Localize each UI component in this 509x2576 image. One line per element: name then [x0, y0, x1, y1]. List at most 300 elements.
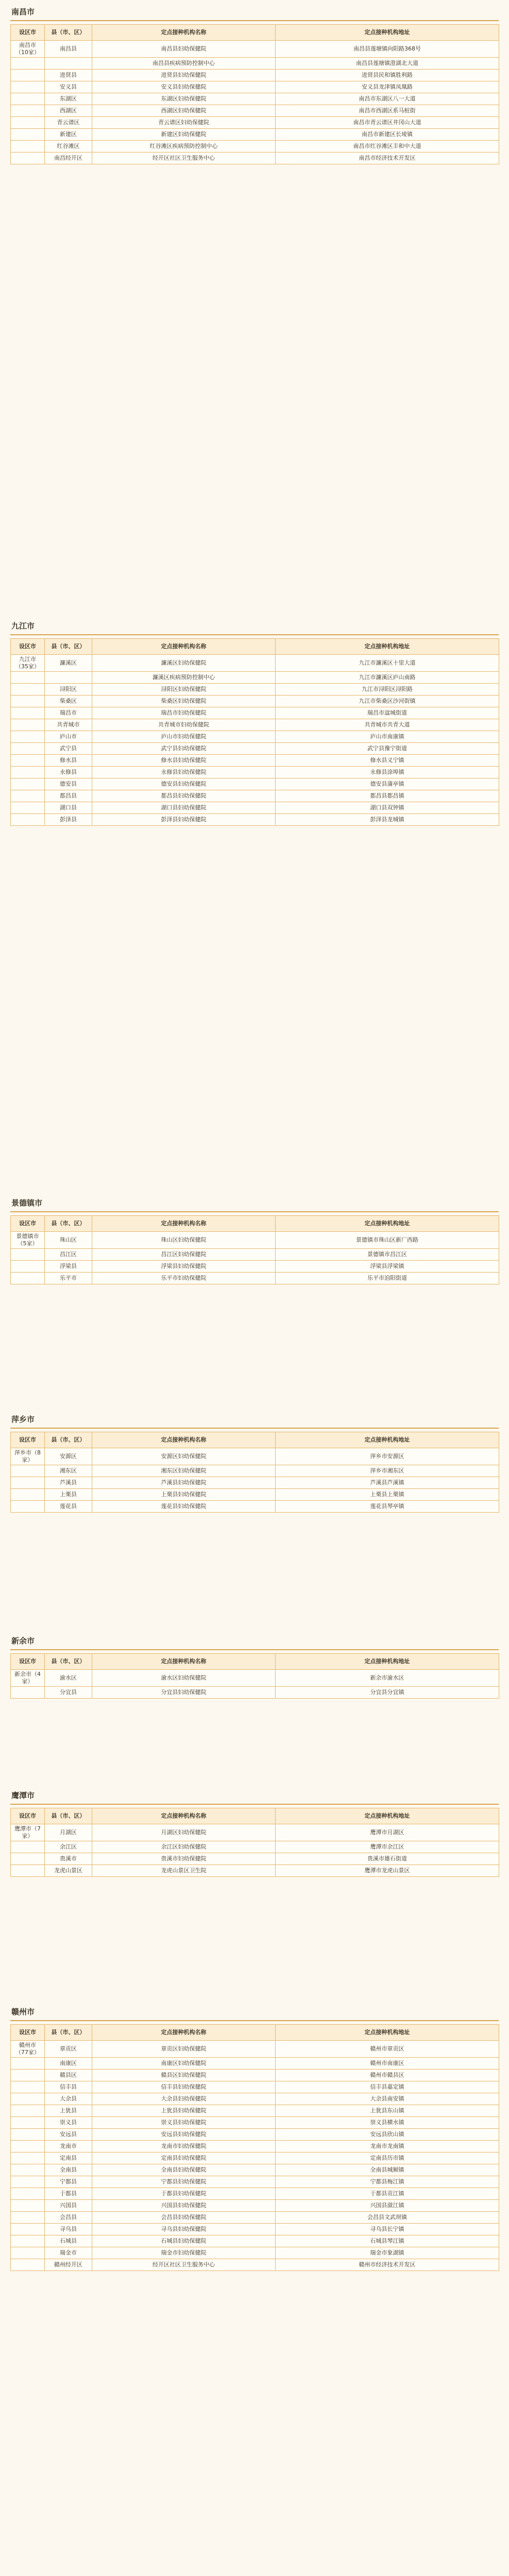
site-address-cell: 南昌县莲塘镇澄湖北大道: [276, 58, 499, 70]
city-cell: [11, 2224, 45, 2235]
site-address-cell: 赣州市赣县区: [276, 2070, 499, 2081]
site-name-cell: 章贡区妇幼保健院: [92, 2041, 276, 2058]
city-cell: [11, 2247, 45, 2259]
county-cell: 赣县区: [45, 2070, 92, 2081]
city-cell: [11, 2117, 45, 2129]
table-row: [11, 2247, 499, 2259]
site-name-cell: 芦溪县妇幼保健院: [92, 1477, 276, 1489]
county-cell: 永修县: [45, 767, 92, 778]
sites-table: [10, 638, 499, 826]
city-cell: [11, 129, 45, 141]
county-cell: 大余县: [45, 2093, 92, 2105]
county-cell: 渝水区: [45, 1670, 92, 1687]
site-name-cell: 乐平市妇幼保健院: [92, 1273, 276, 1284]
site-address-cell: 南昌县莲塘镇向阳路368号: [276, 41, 499, 58]
table-row: [11, 2235, 499, 2247]
site-name-cell: 进贤县妇幼保健院: [92, 70, 276, 81]
table-row: [11, 719, 499, 731]
table-row: [11, 743, 499, 755]
table-row: [11, 1853, 499, 1865]
city-cell: [11, 696, 45, 707]
site-address-cell: 上犹县东山镇: [276, 2105, 499, 2117]
county-cell: 会昌县: [45, 2212, 92, 2224]
city-cell: [11, 1489, 45, 1501]
table-row: [11, 129, 499, 141]
column-header: 设区市: [11, 1216, 45, 1232]
site-name-cell: 贵溪市妇幼保健院: [92, 1853, 276, 1865]
site-name-cell: 瑞金市妇幼保健院: [92, 2247, 276, 2259]
table-row: [11, 1249, 499, 1261]
site-name-cell: 于都县妇幼保健院: [92, 2188, 276, 2200]
site-address-cell: 德安县蒲亭镇: [276, 778, 499, 790]
site-name-cell: 东湖区妇幼保健院: [92, 93, 276, 105]
table-row: [11, 802, 499, 814]
city-section: [10, 2004, 499, 2271]
site-address-cell: 鹰潭市月湖区: [276, 1824, 499, 1841]
county-cell: 石城县: [45, 2235, 92, 2247]
site-address-cell: 庐山市南康镇: [276, 731, 499, 743]
column-header: 设区市: [11, 25, 45, 41]
city-section: [10, 1788, 499, 1877]
site-address-cell: 南昌市东湖区八一大道: [276, 93, 499, 105]
county-cell: 瑞金市: [45, 2247, 92, 2259]
site-address-cell: 全南县城厢镇: [276, 2164, 499, 2176]
city-cell: [11, 1465, 45, 1477]
table-row: [11, 684, 499, 696]
city-cell: [11, 767, 45, 778]
city-cell: [11, 1865, 45, 1877]
county-cell: 湖口县: [45, 802, 92, 814]
site-name-cell: 大余县妇幼保健院: [92, 2093, 276, 2105]
site-address-cell: 于都县贡江镇: [276, 2188, 499, 2200]
column-header: 县（市、区）: [45, 25, 92, 41]
site-name-cell: 分宜县妇幼保健院: [92, 1687, 276, 1699]
county-cell: 兴国县: [45, 2200, 92, 2212]
city-cell: 景德镇市（5家）: [11, 1232, 45, 1249]
site-name-cell: 瑞昌市妇幼保健院: [92, 707, 276, 719]
table-row: [11, 2153, 499, 2164]
county-cell: 南昌经开区: [45, 152, 92, 164]
city-cell: 九江市（35家）: [11, 655, 45, 672]
site-name-cell: 经开区社区卫生服务中心: [92, 152, 276, 164]
site-address-cell: 鹰潭市龙虎山景区: [276, 1865, 499, 1877]
table-row: [11, 2176, 499, 2188]
table-row: [11, 2212, 499, 2224]
table-row: [11, 58, 499, 70]
site-name-cell: 湖口县妇幼保健院: [92, 802, 276, 814]
county-cell: 宁都县: [45, 2176, 92, 2188]
county-cell: 武宁县: [45, 743, 92, 755]
table-row: [11, 707, 499, 719]
table-row: [11, 2093, 499, 2105]
city-cell: [11, 1249, 45, 1261]
city-cell: [11, 1501, 45, 1513]
table-row: [11, 141, 499, 152]
city-cell: [11, 2058, 45, 2070]
table-row: [11, 2224, 499, 2235]
site-address-cell: 信丰县嘉定镇: [276, 2081, 499, 2093]
site-name-cell: 浮梁县妇幼保健院: [92, 1261, 276, 1273]
site-address-cell: 瑞昌市湓城街道: [276, 707, 499, 719]
site-address-cell: 南昌市新建区长堎镇: [276, 129, 499, 141]
sites-table: [10, 1808, 499, 1877]
site-address-cell: 宁都县梅江镇: [276, 2176, 499, 2188]
table-row: [11, 2105, 499, 2117]
table-row: [11, 655, 499, 672]
city-title: 赣州市: [10, 2004, 499, 2021]
county-cell: 庐山市: [45, 731, 92, 743]
column-header: 定点接种机构地址: [276, 25, 499, 41]
county-cell: 龙南市: [45, 2141, 92, 2153]
county-cell: 安远县: [45, 2129, 92, 2141]
table-row: [11, 41, 499, 58]
city-cell: [11, 93, 45, 105]
column-header: 定点接种机构名称: [92, 1654, 276, 1670]
table-row: [11, 2188, 499, 2200]
site-name-cell: 南昌县妇幼保健院: [92, 41, 276, 58]
site-name-cell: 寻乌县妇幼保健院: [92, 2224, 276, 2235]
site-name-cell: 都昌县妇幼保健院: [92, 790, 276, 802]
county-cell: 珠山区: [45, 1232, 92, 1249]
site-address-cell: 赣州市章贡区: [276, 2041, 499, 2058]
table-header-row: [11, 25, 499, 41]
county-cell: 寻乌县: [45, 2224, 92, 2235]
column-header: 定点接种机构名称: [92, 1808, 276, 1824]
column-header: 定点接种机构名称: [92, 1216, 276, 1232]
city-cell: [11, 2259, 45, 2271]
site-name-cell: 定南县妇幼保健院: [92, 2153, 276, 2164]
county-cell: 赣州经开区: [45, 2259, 92, 2271]
site-address-cell: 南昌市青云谱区井冈山大道: [276, 117, 499, 129]
table-header-row: [11, 1808, 499, 1824]
city-cell: [11, 2235, 45, 2247]
city-cell: [11, 707, 45, 719]
site-address-cell: 莲花县琴亭镇: [276, 1501, 499, 1513]
site-name-cell: 上犹县妇幼保健院: [92, 2105, 276, 2117]
site-address-cell: 定南县历市镇: [276, 2153, 499, 2164]
table-row: [11, 93, 499, 105]
site-address-cell: 会昌县文武坝镇: [276, 2212, 499, 2224]
column-header: 县（市、区）: [45, 2025, 92, 2041]
table-row: [11, 2164, 499, 2176]
county-cell: 月湖区: [45, 1824, 92, 1841]
site-name-cell: 上栗县妇幼保健院: [92, 1489, 276, 1501]
table-row: [11, 2200, 499, 2212]
table-row: [11, 2259, 499, 2271]
city-section: [10, 1633, 499, 1699]
column-header: 设区市: [11, 639, 45, 655]
county-cell: 西湖区: [45, 105, 92, 117]
column-header: 县（市、区）: [45, 1432, 92, 1448]
column-header: 定点接种机构地址: [276, 1808, 499, 1824]
city-cell: 赣州市（77家）: [11, 2041, 45, 2058]
county-cell: 修水县: [45, 755, 92, 767]
table-row: [11, 696, 499, 707]
city-title: 南昌市: [10, 4, 499, 21]
site-address-cell: 萍乡市湘东区: [276, 1465, 499, 1477]
county-cell: 湘东区: [45, 1465, 92, 1477]
county-cell: 贵溪市: [45, 1853, 92, 1865]
table-row: [11, 672, 499, 684]
city-cell: 鹰潭市（7家）: [11, 1824, 45, 1841]
county-cell: 上犹县: [45, 2105, 92, 2117]
table-row: [11, 1865, 499, 1877]
table-row: [11, 1448, 499, 1465]
county-cell: 新建区: [45, 129, 92, 141]
table-row: [11, 1273, 499, 1284]
column-header: 设区市: [11, 1654, 45, 1670]
site-address-cell: 彭泽县龙城镇: [276, 814, 499, 826]
site-name-cell: 渝水区妇幼保健院: [92, 1670, 276, 1687]
site-name-cell: 昌江区妇幼保健院: [92, 1249, 276, 1261]
site-address-cell: 永修县涂埠镇: [276, 767, 499, 778]
table-row: [11, 152, 499, 164]
city-cell: [11, 2212, 45, 2224]
table-row: [11, 814, 499, 826]
site-name-cell: 会昌县妇幼保健院: [92, 2212, 276, 2224]
table-row: [11, 731, 499, 743]
table-row: [11, 2081, 499, 2093]
table-row: [11, 755, 499, 767]
site-address-cell: 湖口县双钟镇: [276, 802, 499, 814]
site-name-cell: 安远县妇幼保健院: [92, 2129, 276, 2141]
county-cell: 共青城市: [45, 719, 92, 731]
site-name-cell: 石城县妇幼保健院: [92, 2235, 276, 2247]
county-cell: [45, 672, 92, 684]
site-name-cell: 龙虎山景区卫生院: [92, 1865, 276, 1877]
county-cell: 东湖区: [45, 93, 92, 105]
column-header: 定点接种机构名称: [92, 1432, 276, 1448]
site-name-cell: 柴桑区妇幼保健院: [92, 696, 276, 707]
site-name-cell: 珠山区妇幼保健院: [92, 1232, 276, 1249]
table-row: [11, 2070, 499, 2081]
county-cell: 安源区: [45, 1448, 92, 1465]
column-header: 定点接种机构名称: [92, 2025, 276, 2041]
county-cell: 进贤县: [45, 70, 92, 81]
city-cell: [11, 2176, 45, 2188]
county-cell: 青云谱区: [45, 117, 92, 129]
city-title: 九江市: [10, 618, 499, 635]
county-cell: 余江区: [45, 1841, 92, 1853]
county-cell: 芦溪县: [45, 1477, 92, 1489]
site-name-cell: 湘东区妇幼保健院: [92, 1465, 276, 1477]
city-section: [10, 1195, 499, 1284]
city-cell: [11, 2129, 45, 2141]
city-cell: [11, 2188, 45, 2200]
site-name-cell: 经开区社区卫生服务中心: [92, 2259, 276, 2271]
site-address-cell: 九江市柴桑区沙河街镇: [276, 696, 499, 707]
site-address-cell: 寻乌县长宁镇: [276, 2224, 499, 2235]
site-name-cell: 庐山市妇幼保健院: [92, 731, 276, 743]
site-name-cell: 共青城市妇幼保健院: [92, 719, 276, 731]
site-address-cell: 上栗县上栗镇: [276, 1489, 499, 1501]
county-cell: 浔阳区: [45, 684, 92, 696]
county-cell: 崇义县: [45, 2117, 92, 2129]
site-address-cell: 九江市濂溪区庐山南路: [276, 672, 499, 684]
county-cell: 红谷滩区: [45, 141, 92, 152]
site-name-cell: 新建区妇幼保健院: [92, 129, 276, 141]
city-cell: [11, 755, 45, 767]
site-address-cell: 新余市渝水区: [276, 1670, 499, 1687]
column-header: 定点接种机构地址: [276, 639, 499, 655]
city-cell: [11, 2093, 45, 2105]
city-title: 萍乡市: [10, 1412, 499, 1429]
site-address-cell: 安义县龙津镇凤凰路: [276, 81, 499, 93]
county-cell: 彭泽县: [45, 814, 92, 826]
column-header: 定点接种机构名称: [92, 639, 276, 655]
table-row: [11, 81, 499, 93]
table-row: [11, 1465, 499, 1477]
city-cell: [11, 1261, 45, 1273]
site-name-cell: 南康区妇幼保健院: [92, 2058, 276, 2070]
county-cell: 都昌县: [45, 790, 92, 802]
city-cell: [11, 743, 45, 755]
county-cell: 柴桑区: [45, 696, 92, 707]
site-address-cell: 南昌市西湖区系马桩街: [276, 105, 499, 117]
site-address-cell: 赣州市经济技术开发区: [276, 2259, 499, 2271]
site-address-cell: 南昌市经济技术开发区: [276, 152, 499, 164]
site-name-cell: 青云谱区妇幼保健院: [92, 117, 276, 129]
table-row: [11, 105, 499, 117]
site-address-cell: 九江市浔阳区浔阳路: [276, 684, 499, 696]
site-address-cell: 都昌县都昌镇: [276, 790, 499, 802]
column-header: 定点接种机构地址: [276, 2025, 499, 2041]
site-name-cell: 武宁县妇幼保健院: [92, 743, 276, 755]
city-cell: [11, 684, 45, 696]
table-row: [11, 790, 499, 802]
site-name-cell: 安义县妇幼保健院: [92, 81, 276, 93]
column-header: 县（市、区）: [45, 639, 92, 655]
column-header: 县（市、区）: [45, 1808, 92, 1824]
city-cell: [11, 731, 45, 743]
sites-table: [10, 1432, 499, 1513]
site-address-cell: 共青城市共青大道: [276, 719, 499, 731]
county-cell: 南昌县: [45, 41, 92, 58]
city-cell: [11, 1687, 45, 1699]
county-cell: 昌江区: [45, 1249, 92, 1261]
city-cell: [11, 2153, 45, 2164]
city-cell: [11, 105, 45, 117]
site-name-cell: 彭泽县妇幼保健院: [92, 814, 276, 826]
sites-table: [10, 24, 499, 164]
table-row: [11, 1824, 499, 1841]
column-header: 定点接种机构地址: [276, 1216, 499, 1232]
sites-table: [10, 2024, 499, 2271]
site-address-cell: 鹰潭市余江区: [276, 1841, 499, 1853]
site-name-cell: 赣县区妇幼保健院: [92, 2070, 276, 2081]
county-cell: 南康区: [45, 2058, 92, 2070]
table-row: [11, 2058, 499, 2070]
site-address-cell: 芦溪县芦溪镇: [276, 1477, 499, 1489]
table-row: [11, 778, 499, 790]
site-address-cell: 安远县欣山镇: [276, 2129, 499, 2141]
column-header: 定点接种机构地址: [276, 1432, 499, 1448]
city-cell: 新余市（4家）: [11, 1670, 45, 1687]
site-address-cell: 萍乡市安源区: [276, 1448, 499, 1465]
site-address-cell: 赣州市南康区: [276, 2058, 499, 2070]
site-name-cell: 全南县妇幼保健院: [92, 2164, 276, 2176]
city-cell: [11, 58, 45, 70]
sites-table: [10, 1653, 499, 1699]
table-row: [11, 1477, 499, 1489]
site-address-cell: 大余县南安镇: [276, 2093, 499, 2105]
county-cell: 龙虎山景区: [45, 1865, 92, 1877]
county-cell: [45, 58, 92, 70]
city-cell: [11, 117, 45, 129]
table-row: [11, 767, 499, 778]
city-cell: [11, 70, 45, 81]
table-row: [11, 2141, 499, 2153]
city-cell: [11, 719, 45, 731]
city-cell: [11, 2164, 45, 2176]
site-name-cell: 濂溪区妇幼保健院: [92, 655, 276, 672]
sites-table: [10, 1215, 499, 1284]
city-cell: 萍乡市（8家）: [11, 1448, 45, 1465]
site-address-cell: 分宜县分宜镇: [276, 1687, 499, 1699]
site-address-cell: 崇义县横水镇: [276, 2117, 499, 2129]
city-cell: [11, 1477, 45, 1489]
site-address-cell: 景德镇市珠山区新厂西路: [276, 1232, 499, 1249]
table-header-row: [11, 1654, 499, 1670]
site-name-cell: 南昌县疾病预防控制中心: [92, 58, 276, 70]
site-address-cell: 进贤县民和镇胜利路: [276, 70, 499, 81]
table-row: [11, 2129, 499, 2141]
city-cell: [11, 2200, 45, 2212]
table-row: [11, 1489, 499, 1501]
table-row: [11, 2117, 499, 2129]
city-cell: [11, 1273, 45, 1284]
city-cell: [11, 2141, 45, 2153]
site-name-cell: 安源区妇幼保健院: [92, 1448, 276, 1465]
site-name-cell: 月湖区妇幼保健院: [92, 1824, 276, 1841]
site-name-cell: 余江区妇幼保健院: [92, 1841, 276, 1853]
site-name-cell: 龙南市妇幼保健院: [92, 2141, 276, 2153]
site-name-cell: 崇义县妇幼保健院: [92, 2117, 276, 2129]
city-cell: [11, 2105, 45, 2117]
county-cell: 莲花县: [45, 1501, 92, 1513]
site-address-cell: 兴国县潋江镇: [276, 2200, 499, 2212]
site-name-cell: 永修县妇幼保健院: [92, 767, 276, 778]
county-cell: 章贡区: [45, 2041, 92, 2058]
site-name-cell: 信丰县妇幼保健院: [92, 2081, 276, 2093]
table-row: [11, 1841, 499, 1853]
site-address-cell: 石城县琴江镇: [276, 2235, 499, 2247]
city-cell: [11, 814, 45, 826]
city-cell: [11, 802, 45, 814]
table-header-row: [11, 1432, 499, 1448]
site-address-cell: 武宁县豫宁街道: [276, 743, 499, 755]
site-name-cell: 莲花县妇幼保健院: [92, 1501, 276, 1513]
city-cell: [11, 778, 45, 790]
city-section: [10, 4, 499, 164]
site-address-cell: 浮梁县浮梁镇: [276, 1261, 499, 1273]
city-cell: [11, 672, 45, 684]
table-row: [11, 1670, 499, 1687]
site-address-cell: 乐平市洎阳街道: [276, 1273, 499, 1284]
county-cell: 分宜县: [45, 1687, 92, 1699]
county-cell: 上栗县: [45, 1489, 92, 1501]
column-header: 设区市: [11, 2025, 45, 2041]
county-cell: 濂溪区: [45, 655, 92, 672]
city-cell: [11, 1853, 45, 1865]
county-cell: 于都县: [45, 2188, 92, 2200]
city-title: 新余市: [10, 1633, 499, 1650]
column-header: 设区市: [11, 1808, 45, 1824]
city-cell: [11, 81, 45, 93]
column-header: 县（市、区）: [45, 1216, 92, 1232]
site-address-cell: 景德镇市昌江区: [276, 1249, 499, 1261]
county-cell: 瑞昌市: [45, 707, 92, 719]
